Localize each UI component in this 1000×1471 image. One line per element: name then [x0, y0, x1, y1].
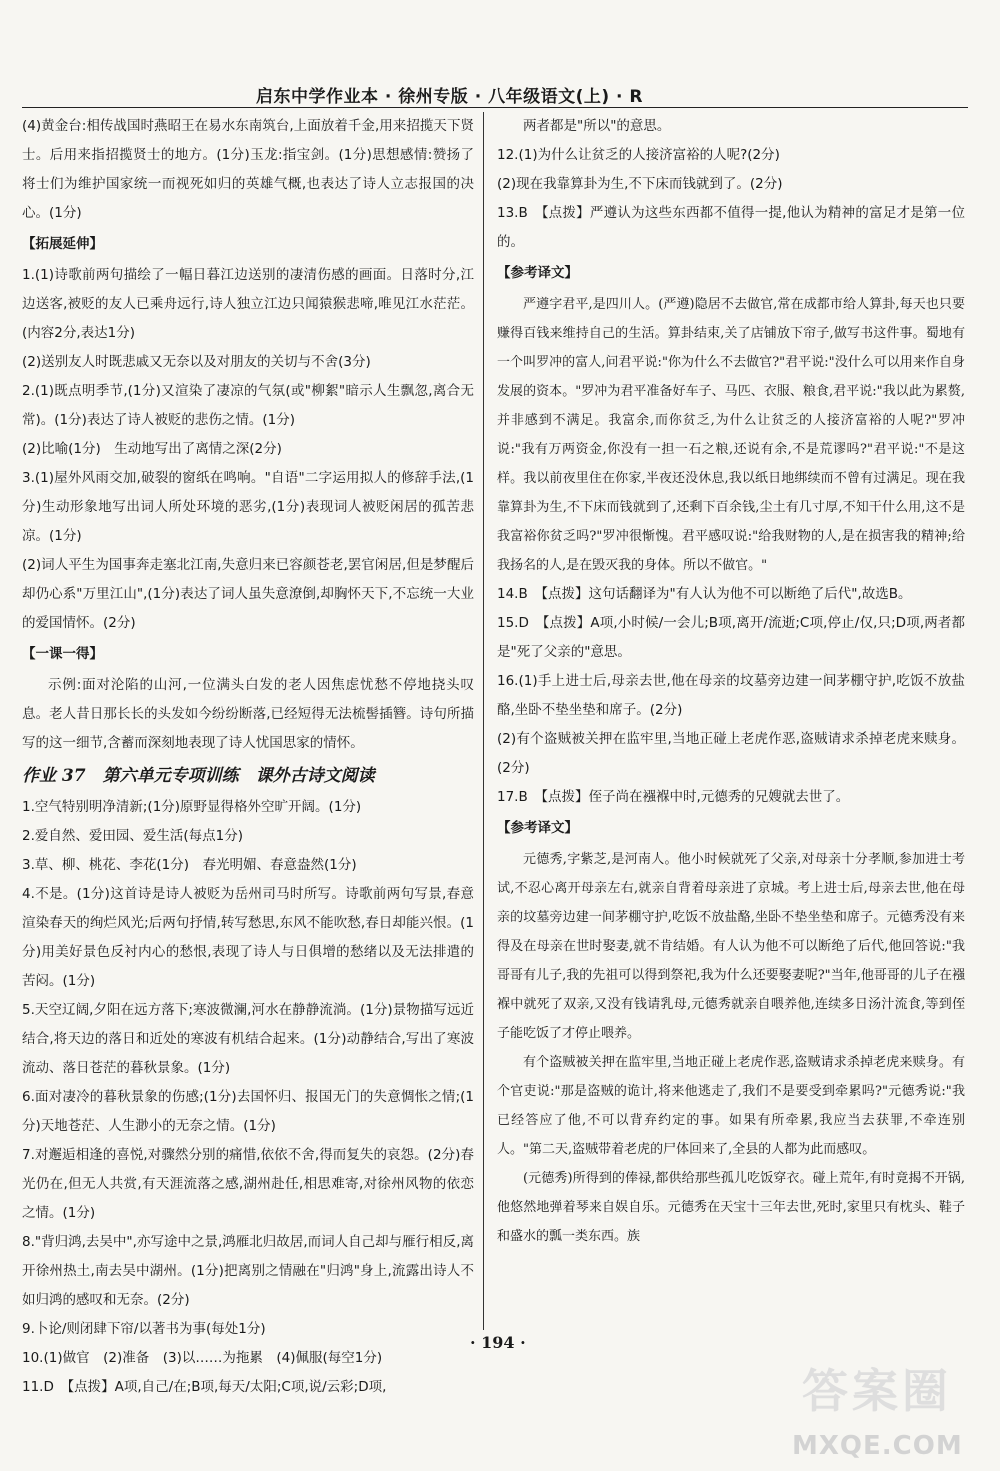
chapter-title: 作业 37 第六单元专项训练 课外古诗文阅读 — [22, 766, 375, 786]
answer-item: 12.(1)为什么让贫乏的人接济富裕的人呢?(2分) — [497, 147, 780, 163]
answer-paragraph: (4)黄金台:相传战国时燕昭王在易水东南筑台,上面放着千金,用来招揽天下贤士。后用来指招揽贤士的地方。(1分)玉龙:指宝剑。(1分)思想感情:赞扬了将士们为维护国家统一而视死如归的英雄气概,也表达了诗人立志报国的决心。(1分) — [22, 118, 474, 221]
translation-block — [497, 845, 965, 1251]
right-column — [497, 112, 965, 1251]
answer-paragraph: 2.(1)既点明季节,(1分)又渲染了凄凉的气氛(或"柳絮"暗示人生飘忽,离合无常)。(1分)表达了诗人被贬的悲伤之情。(1分) — [22, 383, 474, 428]
answer-item: 1.空气特别明净清新;(1分)原野显得格外空旷开阔。(1分) — [22, 799, 362, 815]
translation-paragraph: 严遵字君平,是四川人。(严遵)隐居不去做官,常在成都市给人算卦,每天也只要赚得百钱来维持自己的生活。算卦结束,关了店铺放下帘子,做写书这件事。蜀地有一个叫罗冲的富人,问君平说:"你为什么不去做官?"君平说:"没什么可以用来作自身发展的资本。"罗冲为君平准备好车子、马匹、衣服、粮食,君平说:"我以此为累赘,并非感到不满足。我富余,而你贫乏,为什么让贫乏的人接济富裕的人呢?"罗冲说:"我有万两资金,你没有一担一石之粮,还说有余,不是荒谬吗?"君平说:"不是这样。我以前夜里住在你家,半夜还没休息,我以纸日地绑续而不曾有过满足。现在我靠算卦为生,不下床而钱就到了,还剩下百余钱,尘土有几寸厚,不知干什么用,这不是我富裕你贫乏吗?"罗冲很惭愧。君平感叹说:"给我财物的人,是在损害我的精神;给我扬名的人,是在毁灭我的身体。所以不做官。" — [497, 297, 965, 573]
answer-item: (2)有个盗贼被关押在监牢里,当地正碰上老虎作恶,盗贼请求杀掉老虎来赎身。(2分) — [497, 731, 965, 776]
answer-paragraph: (2)词人平生为国事奔走塞北江南,失意归来已容颜苍老,罢官闲居,但是梦醒后却仍心系"万里江山",(1分)表达了词人虽失意潦倒,却胸怀天下,不忘统一大业的爱国情怀。(2分) — [22, 557, 474, 631]
answer-item: 10.(1)做官 (2)准备 (3)以……为拖累 (4)佩服(每空1分) — [22, 1350, 383, 1366]
answer-item: 11.D 【点拨】A项,自己/在;B项,每天/太阳;C项,说/云彩;D项, — [22, 1379, 387, 1395]
translation-paragraph: (元德秀)所得到的俸禄,都供给那些孤儿吃饭穿衣。碰上荒年,有时竟揭不开锅,他悠然地弹着琴来自娱自乐。元德秀在天宝十三年去世,死时,家里只有枕头、鞋子和盛水的瓢一类东西。族 — [497, 1171, 965, 1244]
answer-item: 7.对邂逅相逢的喜悦,对骤然分别的痛惜,依依不舍,得而复失的哀怨。(2分)春光仍在,但无人共赏,有天涯流落之感,湖州赴任,相思难寄,对徐州风物的依恋之情。(1分) — [22, 1147, 474, 1221]
answer-item: 8."背归鸿,去吴中",亦写途中之景,鸿雁北归故居,而词人自己却与雁行相反,离开徐州热土,南去吴中湖州。(1分)把离别之情融在"归鸿"身上,流露出诗人不如归鸿的感叹和无奈。(2分) — [22, 1234, 474, 1308]
left-column — [22, 112, 474, 1402]
answer-paragraph: 3.(1)屋外风雨交加,破裂的窗纸在鸣响。"自语"二字运用拟人的修辞手法,(1分)生动形象地写出词人所处环境的恶劣,(1分)表现词人被贬闲居的孤苦悲凉。(1分) — [22, 470, 474, 544]
answer-item: 16.(1)手上进士后,母亲去世,他在母亲的坟墓旁边建一间茅棚守护,吃饭不放盐酪,坐卧不垫坐垫和席子。(2分) — [497, 673, 965, 718]
answer-item: 9.卜论/则闭肆下帘/以著书为事(每处1分) — [22, 1321, 266, 1337]
page-number: · 194 · — [470, 1333, 526, 1352]
section-heading-translation: 【参考译文】 — [497, 265, 578, 281]
answer-paragraph: (2)比喻(1分) 生动地写出了离情之深(2分) — [22, 441, 282, 457]
answer-item: (2)现在我靠算卦为生,不下床而钱就到了。(2分) — [497, 176, 783, 192]
page-header — [0, 0, 1000, 112]
translation-paragraph: 有个盗贼被关押在监牢里,当地正碰上老虎作恶,盗贼请求杀掉老虎来赎身。有个官吏说:"那是盗贼的诡计,将来他逃走了,我们不是要受到牵累吗?"元德秀说:"我已经答应了他,不可以背弃约定的事。如果有所牵累,我应当去获罪,不牵连别人。"第二天,盗贼带着老虎的尸体回来了,全县的人都为此而感叹。 — [497, 1055, 965, 1157]
watermark-chars: 答案圈 — [802, 1364, 952, 1418]
answer-paragraph: 示例:面对沦陷的山河,一位满头白发的老人因焦虑忧愁不停地挠头叹息。老人昔日那长长的头发如今纷纷断落,已经短得无法梳髻插簪。诗句所描写的这一细节,含蓄而深刻地表现了诗人忧国思家的情怀。 — [22, 677, 474, 751]
section-heading-translation: 【参考译文】 — [497, 820, 578, 836]
translation-block — [497, 290, 965, 580]
column-divider — [483, 112, 484, 1330]
answer-item: 15.D 【点拨】A项,小时候/一会儿;B项,离开/流逝;C项,停止/仅,只;D项,两者都是"死了父亲的"意思。 — [497, 615, 965, 660]
answer-item: 6.面对凄冷的暮秋景象的伤感;(1分)去国怀归、报国无门的失意惆怅之情;(1分)天地苍茫、人生渺小的无奈之情。(1分) — [22, 1089, 474, 1134]
section-heading-yikeyide: 【一课一得】 — [22, 646, 103, 662]
header-rule — [22, 107, 968, 108]
answer-item: 14.B 【点拨】这句话翻译为"有人认为他不可以断绝了后代",故选B。 — [497, 586, 912, 602]
answer-paragraph: 1.(1)诗歌前两句描绘了一幅日暮江边送别的凄清伤感的画面。日落时分,江边送客,被贬的友人已乘舟远行,诗人独立江边只闻猿猴悲啼,唯见江水茫茫。(内容2分,表达1分) — [22, 267, 474, 341]
header-title: 启东中学作业本 · 徐州专版 · 八年级语文(上) · R — [256, 87, 644, 107]
translation-paragraph: 元德秀,字紫芝,是河南人。他小时候就死了父亲,对母亲十分孝顺,参加进士考试,不忍心离开母亲左右,就亲自背着母亲进了京城。考上进士后,母亲去世,他在母亲的坟墓旁边建一间茅棚守护,吃饭不放盐酪,坐卧不垫坐垫和席子。元德秀没有来得及在母亲在世时娶妻,就不肯结婚。有人认为他不可以断绝了后代,他回答说:"我哥哥有儿子,我的先祖可以得到祭祀,我为什么还要娶妻呢?"当年,他哥哥的儿子在襁褓中就死了双亲,又没有钱请乳母,元德秀就亲自喂养他,连续多日汤汁流食,等到侄子能吃饭了才停止喂养。 — [497, 852, 965, 1041]
section-heading-tuozhan: 【拓展延伸】 — [22, 236, 103, 252]
watermark-logo — [762, 1355, 992, 1465]
answer-item: 5.天空辽阔,夕阳在远方落下;寒波微澜,河水在静静流淌。(1分)景物描写远近结合,将天边的落日和近处的寒波有机结合起来。(1分)动静结合,写出了寒波流动、落日苍茫的暮秋景象。(1分) — [22, 1002, 474, 1076]
answer-item: 3.草、柳、桃花、李花(1分) 春光明媚、春意盎然(1分) — [22, 857, 357, 873]
watermark-url: MXQE.COM — [792, 1431, 963, 1461]
answer-item: 2.爱自然、爱田园、爱生活(每点1分) — [22, 828, 244, 844]
answer-paragraph: 两者都是"所以"的意思。 — [523, 118, 671, 134]
answer-item: 4.不是。(1分)这首诗是诗人被贬为岳州司马时所写。诗歌前两句写景,春意渲染春天的绚烂风光;后两句抒情,转写愁思,东风不能吹愁,春日却能兴恨。(1分)用美好景色反衬内心的愁恨,表现了诗人与日俱增的愁绪以及无法排遣的苦闷。(1分) — [22, 886, 474, 989]
answer-paragraph: (2)送别友人时既悲戚又无奈以及对朋友的关切与不舍(3分) — [22, 354, 371, 370]
answer-item: 13.B 【点拨】严遵认为这些东西都不值得一提,他认为精神的富足才是第一位的。 — [497, 205, 965, 250]
answer-item: 17.B 【点拨】侄子尚在襁褓中时,元德秀的兄嫂就去世了。 — [497, 789, 850, 805]
